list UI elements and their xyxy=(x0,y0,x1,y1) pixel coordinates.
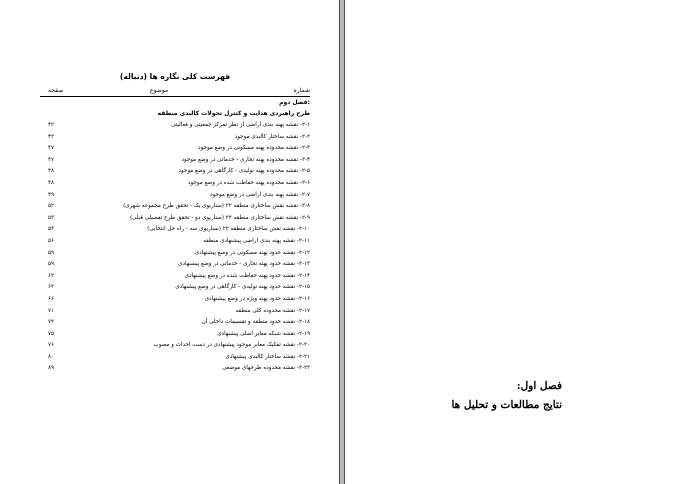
toc-entry xyxy=(40,236,310,248)
toc-entry-page: ۸۹ xyxy=(48,365,55,372)
toc-entry xyxy=(40,120,310,132)
toc-entry xyxy=(40,271,310,283)
toc-entry-page: ۵۳ xyxy=(48,214,55,221)
toc-entry-title: ۲-۳- نقشه محدوده پهنه مسکونی در وضع موجود xyxy=(198,145,310,152)
chapter-number: فصل اول: xyxy=(516,380,562,392)
toc-entry-page: ۷۶ xyxy=(48,342,55,349)
toc-entry-page: ۴۹ xyxy=(48,191,55,198)
toc-entry-page: ۴۸ xyxy=(48,179,55,186)
toc-entry-title: ۲-۷- نقشه پهنه بندی اراضی در وضع موجود xyxy=(210,191,310,198)
toc-entry-title: ۲-۴- نقشه محدوده پهنه تجاری - خدماتی در وضع موجود xyxy=(181,156,310,163)
toc-entry xyxy=(40,178,310,190)
toc-entry xyxy=(40,190,310,202)
toc-entry-page: ۸۰ xyxy=(48,353,55,360)
toc-entry-title: ۲-۵- نقشه محدوده پهنه تولیدی - کارگاهی در وضع موجود xyxy=(178,168,310,175)
toc-entry xyxy=(40,132,310,144)
header-page: صفحه xyxy=(48,87,64,94)
header-number: شماره xyxy=(293,87,310,94)
right-page xyxy=(344,0,693,484)
toc-entry-title: ۲-۲۰- نقشه تفکیک معابر موجود پیشنهادی در دست احداث و مصوب xyxy=(153,342,310,349)
toc-entry-page: ۵۹ xyxy=(48,261,55,268)
toc-entry xyxy=(40,166,310,178)
chapter-title: نتایج مطالعات و تحلیل ها xyxy=(451,399,562,411)
toc-entry-page: ۵۶ xyxy=(48,237,55,244)
toc-header-row xyxy=(40,87,310,97)
toc-entry-page: ۴۸ xyxy=(48,168,55,175)
toc-entry xyxy=(40,282,310,294)
toc-entry-title: ۲-۱۵- نقشه حدود پهنه تولیدی - کارگاهی در وضع پیشنهادی xyxy=(175,284,310,291)
toc-entry-page: ۴۷ xyxy=(48,145,55,152)
toc-entry-page: ۴۲ xyxy=(48,133,55,140)
toc-entry-title: ۲-۶- نقشه محدوده پهنه حفاظت شده در وضع موجود xyxy=(188,179,310,186)
toc-entry-title: ۲-۱۷- نقشه محدوده کلی منطقه xyxy=(235,307,310,314)
toc-entry-title: ۲-۲۱- نقشه ساختار کالبدی پیشنهادی xyxy=(225,353,310,360)
toc-entry-list xyxy=(40,120,310,375)
toc-entry xyxy=(40,213,310,225)
toc-entry xyxy=(40,363,310,375)
toc-entry-page: ۶۲ xyxy=(48,272,55,279)
toc-entry-page: ۶۳ xyxy=(48,284,55,291)
toc-entry xyxy=(40,294,310,306)
toc-entry-page: ۴۷ xyxy=(48,156,55,163)
toc-entry-page: ۵۹ xyxy=(48,249,55,256)
toc-entry-title: ۲-۱- نقشه پهنه بندی اراضی از نظر تمرکز جمعیتی و فعالیتی xyxy=(171,122,310,128)
toc-entry-title: ۲-۱۸- نقشه حدود منطقه و تقسیمات داخلی آن xyxy=(201,319,310,326)
toc-entry-title: ۲-۱۹- نقشه شبکه معابر اصلی پیشنهادی xyxy=(217,330,310,337)
section-heading-title: طرح راهبردی هدایت و کنترل تحولات کالبدی منطقه xyxy=(157,110,310,117)
toc-entry xyxy=(40,201,310,213)
left-page xyxy=(0,0,340,484)
toc-entry-page: ۶۶ xyxy=(48,295,55,302)
toc-entry-title: ۲-۱۰- نقشه نقش ساختاری منطقه ۲۲ (سناریوی سه - راه حل انتخابی) xyxy=(147,226,310,233)
toc-entry-title: ۲-۲- نقشه ساختار کالبدی موجود xyxy=(234,133,310,140)
section-heading-chapter: فصل دوم: xyxy=(279,99,310,106)
toc-entry-title: ۲-۱۲- نقشه حدود پهنه مسکونی در وضع پیشنهادی xyxy=(194,249,310,256)
header-subject: موضوع xyxy=(150,87,169,94)
toc-entry xyxy=(40,155,310,167)
toc-entry-title: ۲-۲۲- نقشه محدوده طرحهای موضعی xyxy=(222,365,310,372)
toc-entry-page: ۴۲ xyxy=(48,122,55,128)
toc-entry-title: ۲-۸- نقشه نقش ساختاری منطقه ۲۲ (سناریوی یک - تحقق طرح مجموعه شهری) xyxy=(123,203,310,210)
toc-entry xyxy=(40,352,310,364)
toc-entry xyxy=(40,329,310,341)
toc-entry xyxy=(40,317,310,329)
toc-entry-title: ۲-۹- نقشه نقش ساختاری منطقه ۲۲ (سناریوی دو - تحقق طرح تفصیلی قبلی) xyxy=(129,214,310,221)
toc-entry-page: ۷۵ xyxy=(48,330,55,337)
toc-title: فهرست کلی نگاره ها (دنباله) xyxy=(119,72,231,81)
toc-entry-title: ۲-۱۶- نقشه حدود پهنه ویژه در وضع پیشنهادی xyxy=(204,295,310,302)
toc-entry-page: ۷۲ xyxy=(48,319,55,326)
toc-entry-title: ۲-۱۴- نقشه حدود پهنه حفاظت شده در وضع پیشنهادی xyxy=(184,272,310,279)
toc-entry-page: ۷۱ xyxy=(48,307,55,314)
toc-entry-title: ۲-۱۱- نقشه پهنه بندی اراضی پیشنهادی منطقه xyxy=(203,237,310,244)
toc-entry xyxy=(40,259,310,271)
toc-entry xyxy=(40,340,310,352)
toc-entry-title: ۲-۱۳- نقشه حدود پهنه تجاری - خدماتی در وضع پیشنهادی xyxy=(178,261,310,268)
toc-entry xyxy=(40,224,310,236)
toc-entry xyxy=(40,143,310,155)
toc-entry-page: ۵۴ xyxy=(48,226,55,233)
toc-entry xyxy=(40,306,310,318)
chapter-heading xyxy=(451,377,562,415)
toc-entry-page: ۵۲ xyxy=(48,203,55,210)
toc-entry xyxy=(40,248,310,260)
